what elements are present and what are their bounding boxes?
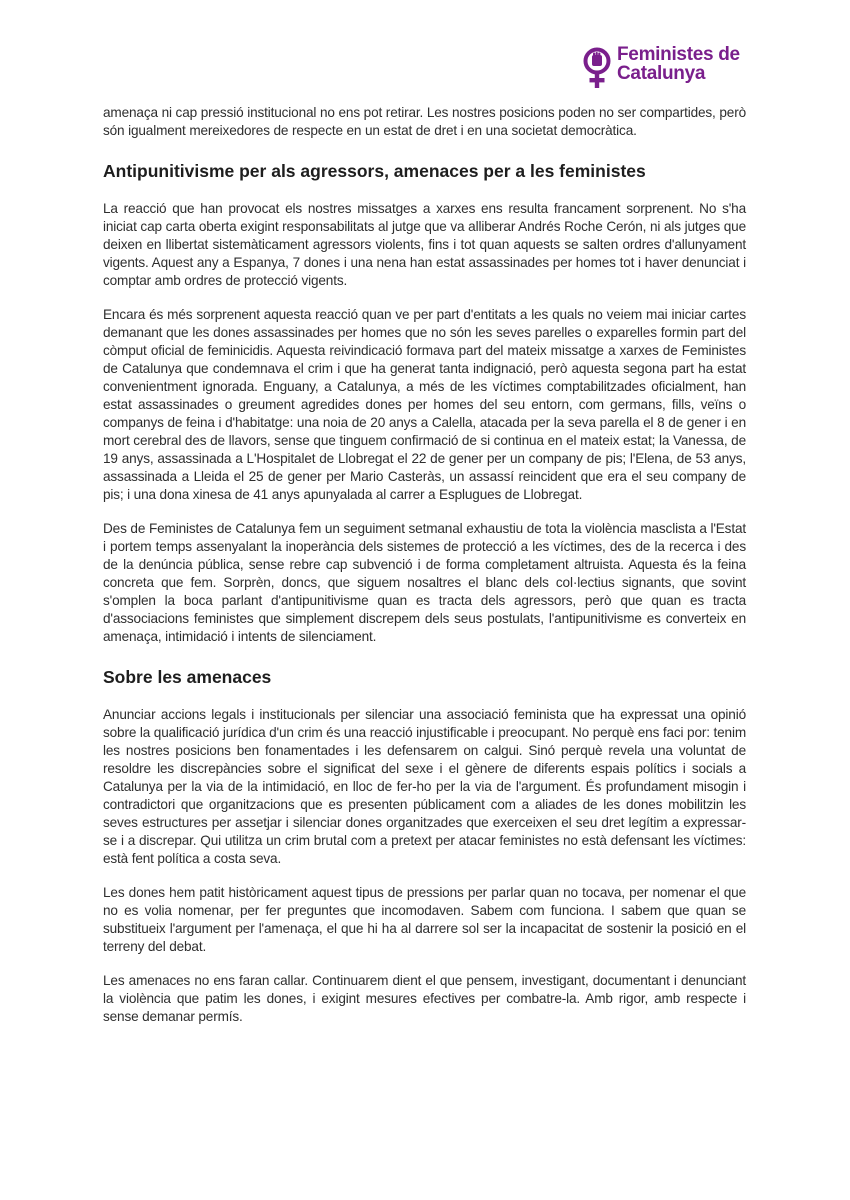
organization-logo — [582, 45, 740, 89]
paragraph: Anunciar accions legals i institucionals per silenciar una associació feminista que ha expressat una opinió sobre la qualificació jurídica d'un crim és una reacció injustificable i preocupant. No perquè ens faci por: tenim les nostres posicions ben fonamentades i les defensarem on calgui. Sinó perquè revela una voluntat de resoldre les discrepàncies sobre el significat del sexe i el gènere de diferents espais polítics i socials a Catalunya per la via de la intimidació, en lloc de fer-ho per la via de l'argument. És profundament misogin i contradictori que organitzacions que es presenten públicament com a aliades de les dones mobilitzin les seves estructures per assetjar i silenciar dones organitzades que exerceixen el seu dret legítim a expressar-se i a discrepar. Qui utilitza un crim brutal com a pretext per atacar feministes no està defensant les víctimes: està fent política a costa seva. — [103, 707, 746, 866]
logo-line-1: Feministes de — [617, 44, 740, 65]
document-body — [103, 104, 746, 1042]
paragraph: Les amenaces no ens faran callar. Continuarem dient el que pensem, investigant, documentant i denunciant la violència que patim les dones, i exigint mesures efectives per combatre-la. Amb rigor, amb respecte i sense demanar permís. — [103, 973, 746, 1024]
paragraph: Les dones hem patit històricament aquest tipus de pressions per parlar quan no tocava, per nomenar el que no es volia nomenar, per fer preguntes que incomodaven. Sabem com funciona. I sabem que quan se substitueix l'argument per l'amenaça, el que hi ha al darrere sol ser la incapacitat de sostenir la posició en el terreny del debat. — [103, 885, 746, 954]
section-heading-amenaces: Sobre les amenaces — [103, 667, 272, 687]
logo-line-2: Catalunya — [617, 63, 706, 84]
intro-paragraph: amenaça ni cap pressió institucional no ens pot retirar. Les nostres posicions poden no ser compartides, però són igualment mereixedores de respecte en un estat de dret i en una societat democràtica. — [103, 105, 746, 138]
paragraph: Des de Feministes de Catalunya fem un seguiment setmanal exhaustiu de tota la violència masclista a l'Estat i portem temps assenyalant la inoperància dels sistemes de protecció a les víctimes, des de la recerca i des de la denúncia pública, sense rebre cap subvenció i de forma completament altruista. Aquesta és la feina concreta que fem. Sorprèn, doncs, que siguem nosaltres el blanc dels col·lectius signants, que sovint s'omplen la boca parlant d'antipunitivisme quan es tracta dels agressors, però que quan es tracta d'associacions feministes que simplement discrepem dels seus postulats, l'antipunitivisme es converteix en amenaça, intimidació i intents de silenciament. — [103, 521, 746, 644]
paragraph: Encara és més sorprenent aquesta reacció quan ve per part d'entitats a les quals no veiem mai iniciar cartes demanant que les dones assassinades per homes que no són les seves parelles o exparelles formin part del còmput oficial de feminicidis. Aquesta reivindicació formava part del mateix missatge a xarxes de Feministes de Catalunya que condemnava el crim i que ha generat tanta indignació, però aquesta segona part ha estat convenientment ignorada. Enguany, a Catalunya, a més de les víctimes comptabilitzades oficialment, han estat assassinades o greument agredides dones per homes del seu entorn, com germans, fills, veïns o companys de feina i d'habitatge: una noia de 20 anys a Calella, atacada per la seva parella el 8 de gener i en mort cerebral des de llavors, sense que tinguem confirmació de si continua en el mateix estat; la Vanessa, de 19 anys, assassinada a L'Hospitalet de Llobregat el 22 de gener per un company de pis; l'Elena, de 53 anys, assassinada a Lleida el 25 de gener per Mario Casteràs, un assassí reincident que era el seu company de pis; i una dona xinesa de 41 anys apunyalada al carrer a Esplugues de Llobregat. — [103, 307, 746, 502]
venus-fist-icon — [582, 47, 612, 89]
paragraph: La reacció que han provocat els nostres missatges a xarxes ens resulta francament sorprenent. No s'ha iniciat cap carta oberta exigint responsabilitats al jutge que va alliberar Andrés Roche Cerón, ni als jutges que deixen en llibertat sistemàticament agressors violents, fins i tot quan aquests se salten ordres d'allunyament vigents. Aquest any a Espanya, 7 dones i una nena han estat assassinades per homes tot i haver denunciat i comptar amb ordres de protecció vigents. — [103, 201, 746, 288]
logo-text — [617, 45, 740, 83]
section-heading-antipunitivisme: Antipunitivisme per als agressors, amenaces per a les feministes — [103, 161, 646, 181]
